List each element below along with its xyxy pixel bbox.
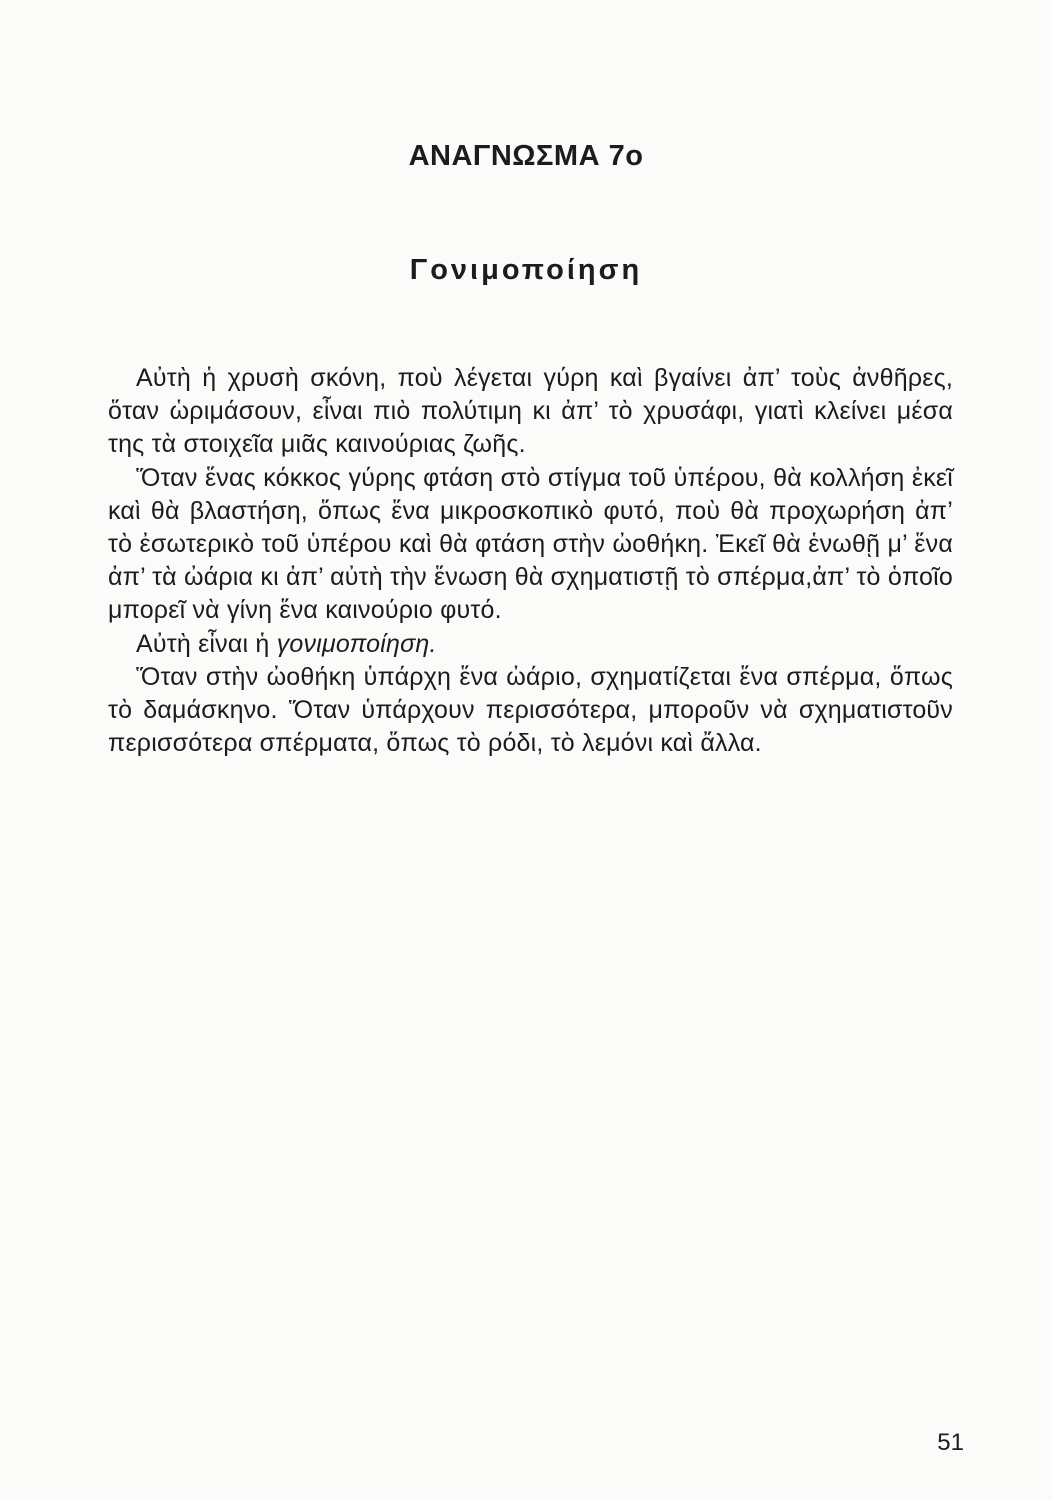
- paragraph-2: Ὅταν ἕνας κόκκος γύρης φτάση στὸ στίγμα τοῦ ὑπέρου, θὰ κολλήση ἐκεῖ καὶ θὰ βλαστήση, ὅπως ἕνα μικροσκοπικὸ φυτό, ποὺ θὰ προχωρήση ἀπ’ τὸ ἐσωτερικὸ τοῦ ὑπέρου καὶ θὰ φτάση στὴν ὠοθήκη. Ἐκεῖ θὰ ἑνωθῇ μ’ ἕνα ἀπ’ τὰ ὠάρια κι ἀπ’ αὐτὴ τὴν ἕνωση θὰ σχηματιστῇ τὸ σπέρμα,ἀπ’ τὸ ὁποῖο μπορεῖ νὰ γίνη ἕνα καινούριο φυτό.: [108, 463, 953, 625]
- body-text: [108, 362, 953, 760]
- paragraph-3-text: Αὐτὴ εἶναι ἡ: [136, 629, 277, 658]
- reading-subtitle: Γονιμοποίηση: [409, 254, 643, 286]
- paragraph-3: [108, 628, 953, 661]
- paragraph-4: Ὅταν στὴν ὠοθήκη ὑπάρχη ἕνα ὠάριο, σχηματίζεται ἕνα σπέρμα, ὅπως τὸ δαμάσκηνο. Ὅταν ὑπάρχουν περισσότερα, μποροῦν νὰ σχηματιστοῦν περισσότερα σπέρματα, ὅπως τὸ ρόδι, τὸ λεμόνι καὶ ἄλλα.: [108, 662, 953, 758]
- paragraph-3-emphasis: γονιμοποίηση.: [276, 629, 437, 658]
- paragraph-1: Αὐτὴ ἡ χρυσὴ σκόνη, ποὺ λέγεται γύρη καὶ βγαίνει ἀπ’ τοὺς ἀνθῆρες, ὅταν ὡριμάσουν, εἶναι πιὸ πολύτιμη κι ἀπ’ τὸ χρυσάφι, γιατὶ κλείνει μέσα της τὰ στοιχεῖα μιᾶς καινούριας ζωῆς.: [108, 364, 953, 459]
- reading-title: ΑΝΑΓΝΩΣΜΑ 7ο: [408, 140, 644, 172]
- page-number: 51: [937, 1429, 964, 1456]
